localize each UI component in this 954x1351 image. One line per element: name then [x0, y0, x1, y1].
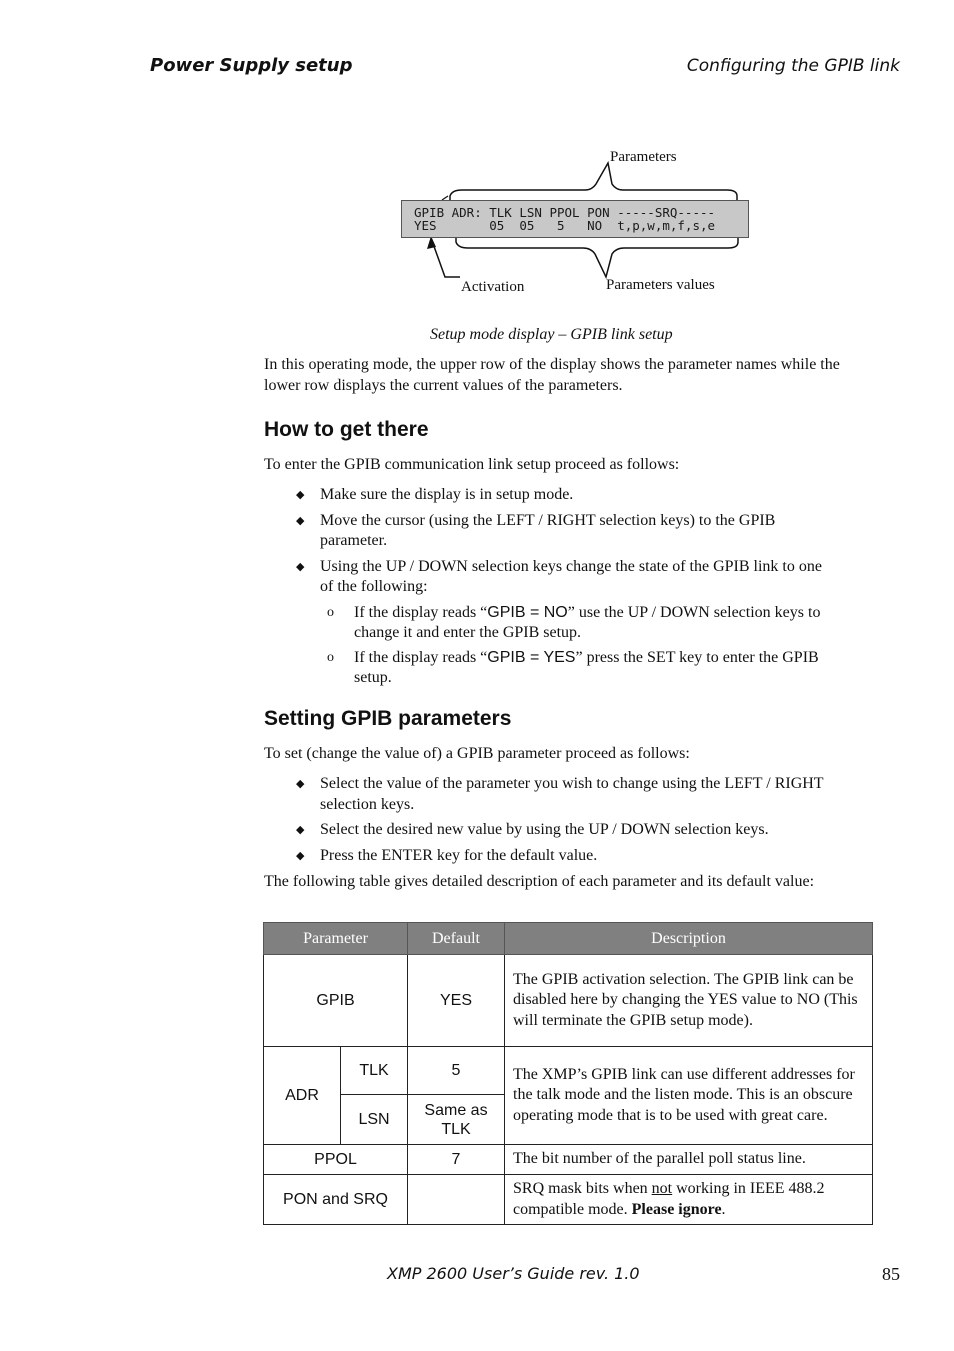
param-cell: PON and SRQ	[264, 1175, 408, 1225]
list-item-text: Using the UP / DOWN selection keys change the state of the GPIB link to one of the following:	[320, 557, 822, 595]
table-row	[264, 1047, 873, 1095]
param-cell: ADR	[264, 1047, 341, 1145]
list-item	[296, 485, 836, 506]
diamond-bullet-icon: ◆	[296, 560, 305, 573]
desc-underline: not	[651, 1180, 673, 1197]
sub-item-text: If the display reads “	[354, 648, 488, 666]
desc-text: .	[721, 1200, 726, 1218]
display-code: GPIB = YES	[487, 648, 576, 666]
list-item-text: Select the desired new value by using the UP / DOWN selection keys.	[320, 821, 769, 838]
desc-text: working in IEEE 488.2 compatible mode.	[513, 1180, 825, 1218]
default-cell: 7	[408, 1145, 505, 1175]
sub-item-text: ” use the UP / DOWN selection keys to change it and enter the GPIB setup.	[354, 603, 821, 641]
activation-label: Activation	[461, 279, 525, 295]
default-cell: YES	[408, 955, 505, 1047]
default-cell	[408, 1175, 505, 1225]
section2-bullet-list	[296, 774, 836, 871]
list-item	[296, 846, 836, 867]
lcd-line-2: YES 05 05 5 NO t,p,w,m,f,s,e	[414, 218, 716, 233]
list-item	[296, 774, 836, 815]
lcd-line-1: GPIB ADR: TLK LSN PPOL PON -----SRQ-----	[414, 205, 716, 220]
figure-caption: Setup mode display – GPIB link setup	[430, 326, 673, 343]
column-header-parameter: Parameter	[264, 923, 408, 955]
description-cell: The XMP’s GPIB link can use different addresses for the talk mode and the listen mode. This is an obscure operating mode that is to be used with great care.	[505, 1047, 873, 1145]
sub-list-item	[296, 648, 836, 689]
list-item-text: Select the value of the parameter you wish to change using the LEFT / RIGHT selection keys.	[320, 775, 824, 813]
lcd-display	[401, 200, 749, 238]
parameter-table	[263, 922, 873, 1225]
section2-lead: To set (change the value of) a GPIB parameter proceed as follows:	[264, 745, 690, 762]
param-cell: PPOL	[264, 1145, 408, 1175]
section1-bullet-list	[296, 485, 836, 693]
desc-bold: Please ignore	[631, 1200, 722, 1218]
sub-item-text: If the display reads “	[354, 603, 488, 621]
sub-item-text: ” press the SET key to enter the GPIB setup.	[354, 648, 819, 686]
parameters-label: Parameters	[610, 149, 677, 165]
diamond-bullet-icon: ◆	[296, 514, 305, 527]
table-intro: The following table gives detailed description of each parameter and its default value:	[264, 873, 815, 890]
desc-text: SRQ mask bits when	[513, 1180, 652, 1197]
diamond-bullet-icon: ◆	[296, 489, 305, 501]
footer-title: XMP 2600 User’s Guide rev. 1.0	[387, 1264, 640, 1283]
param-cell: GPIB	[264, 955, 408, 1047]
diamond-bullet-icon: ◆	[296, 778, 305, 790]
heading-how-to-get-there: How to get there	[264, 418, 429, 441]
section-title: Power Supply setup	[150, 55, 353, 76]
column-header-description: Description	[505, 923, 873, 955]
figure-brackets	[0, 0, 954, 320]
circle-bullet-icon: o	[327, 649, 334, 665]
description-cell	[505, 1175, 873, 1225]
diamond-bullet-icon: ◆	[296, 824, 305, 836]
intro-paragraph: In this operating mode, the upper row of the display shows the parameter names while the lower row displays the current values of the parameters.	[264, 356, 840, 394]
table-row	[264, 1175, 873, 1225]
display-code: GPIB = NO	[487, 603, 568, 621]
default-cell: 5	[408, 1047, 505, 1095]
parameters-values-label: Parameters values	[606, 277, 715, 293]
sub-list-item	[296, 603, 836, 644]
chapter-title: Configuring the GPIB link	[686, 56, 900, 76]
list-item	[296, 820, 836, 841]
list-item-text: Press the ENTER key for the default value.	[320, 846, 598, 864]
default-cell: Same as TLK	[408, 1095, 505, 1145]
sub-param-cell: TLK	[341, 1047, 408, 1095]
heading-setting-gpib-parameters: Setting GPIB parameters	[264, 707, 512, 730]
list-item	[296, 557, 836, 598]
table-row	[264, 1145, 873, 1175]
diamond-bullet-icon: ◆	[296, 849, 305, 862]
description-cell: The bit number of the parallel poll status line.	[505, 1145, 873, 1175]
circle-bullet-icon: o	[327, 604, 334, 620]
sub-param-cell: LSN	[341, 1095, 408, 1145]
list-item-text: Make sure the display is in setup mode.	[320, 486, 574, 503]
section1-lead: To enter the GPIB communication link setup proceed as follows:	[264, 456, 680, 473]
table-row	[264, 955, 873, 1047]
list-item	[296, 511, 836, 552]
table-header-row	[264, 923, 873, 955]
list-item-text: Move the cursor (using the LEFT / RIGHT selection keys) to the GPIB parameter.	[320, 511, 776, 549]
column-header-default: Default	[408, 923, 505, 955]
page-number: 85	[882, 1264, 900, 1284]
description-cell: The GPIB activation selection. The GPIB link can be disabled here by changing the YES value to NO (This will terminate the GPIB setup mode).	[505, 955, 873, 1047]
